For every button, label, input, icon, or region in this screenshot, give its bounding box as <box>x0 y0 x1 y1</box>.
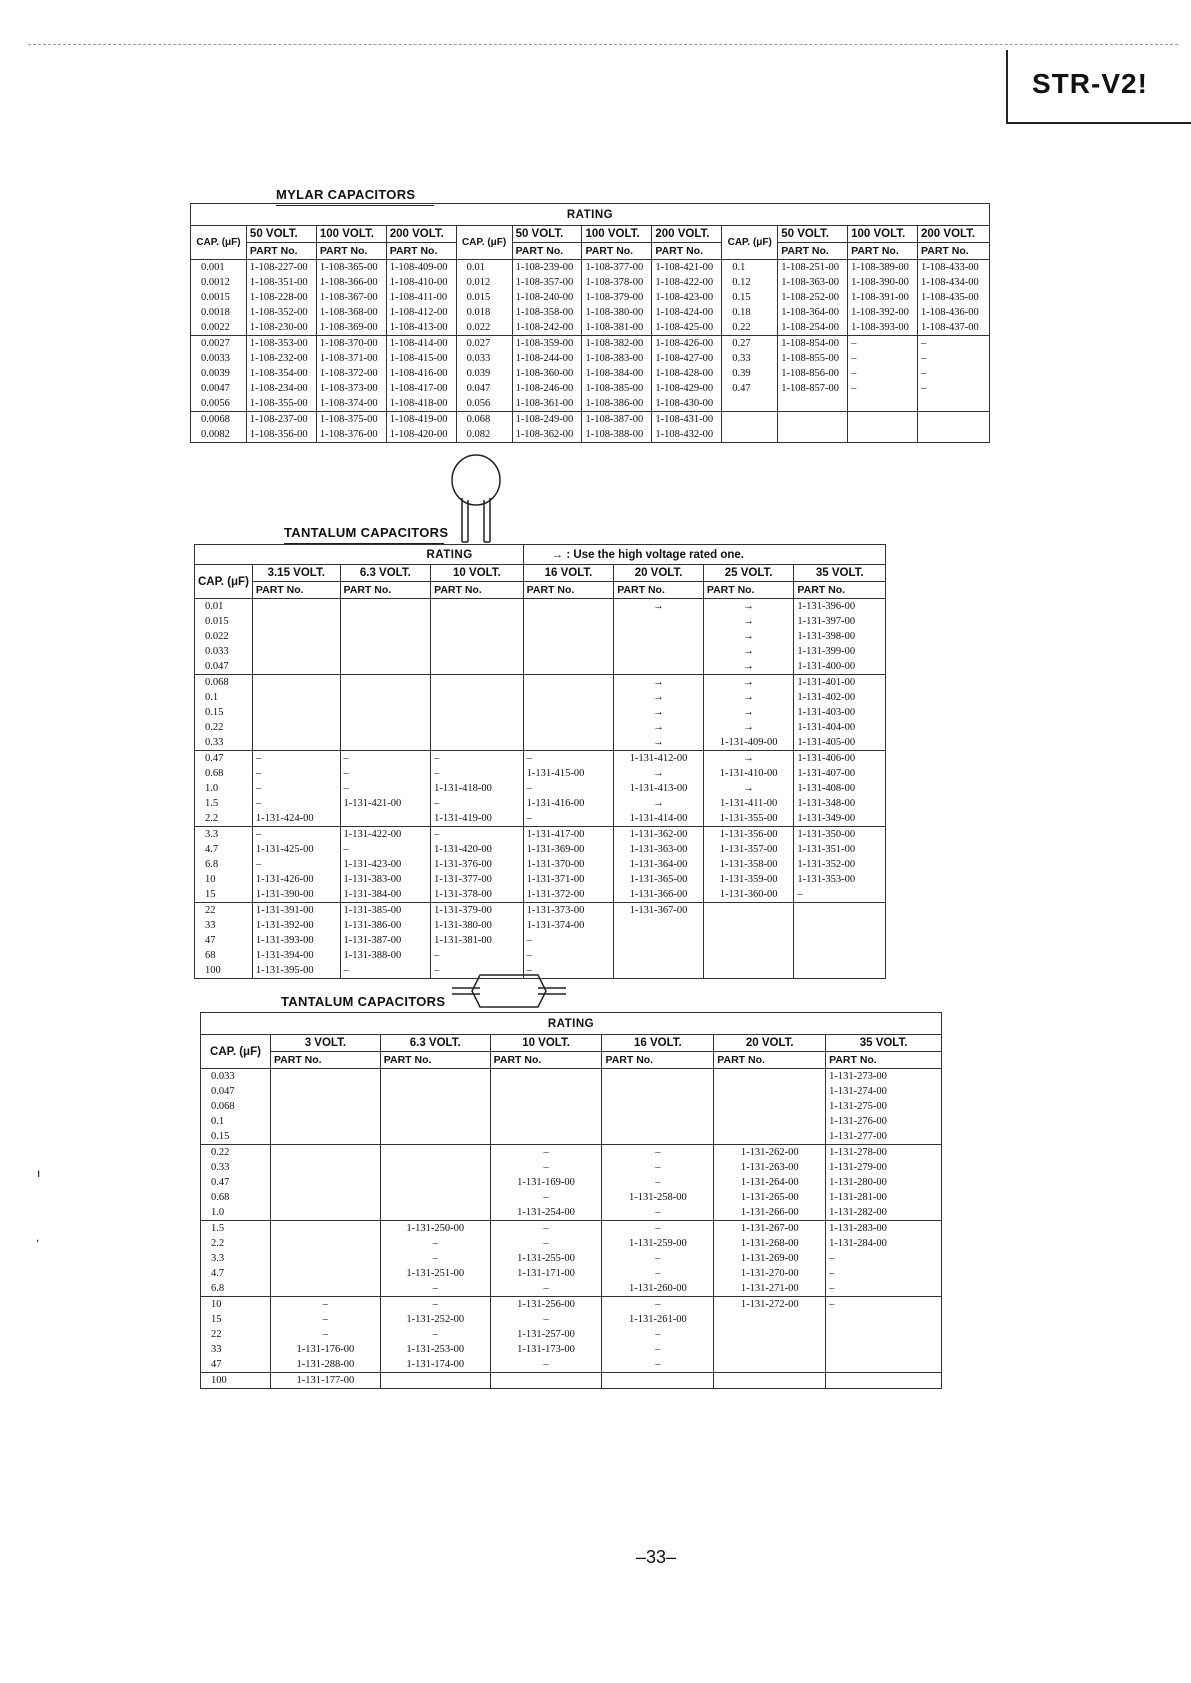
table-row <box>201 1373 942 1389</box>
axial-capacitor-icon <box>450 972 570 1014</box>
tantalum1-title: TANTALUM CAPACITORS <box>284 525 449 540</box>
tantalum1-rating-label: RATING <box>195 545 524 565</box>
part-numbers <box>340 675 431 751</box>
part-numbers: – – – 1-131-421-00 <box>340 751 431 827</box>
part-no-header: PART No. <box>778 243 848 260</box>
part-numbers: → → → → → <box>614 675 704 751</box>
cap-values: 0.01 0.015 0.022 0.033 0.047 <box>195 599 253 675</box>
mylar-title: MYLAR CAPACITORS <box>276 187 416 202</box>
part-no-header: PART No. <box>523 582 614 599</box>
volt-header: 200 VOLT. <box>918 226 990 243</box>
cap-values: 0.1 0.12 0.15 0.18 0.22 <box>722 260 778 336</box>
part-numbers <box>714 1069 826 1145</box>
cap-values: 0.068 0.1 0.15 0.22 0.33 <box>195 675 253 751</box>
volt-header: 6.3 VOLT. <box>340 565 431 582</box>
volt-header: 25 VOLT. <box>703 565 794 582</box>
part-numbers: – 1-131-261-00 – – – <box>602 1297 714 1373</box>
volt-header: 100 VOLT. <box>316 226 386 243</box>
volt-header: 35 VOLT. <box>794 565 886 582</box>
part-numbers: 1-131-250-00 – – 1-131-251-00 – <box>380 1221 490 1297</box>
part-numbers: 1-108-421-00 1-108-422-00 1-108-423-00 1-108-424-00 1-108-425-00 <box>652 260 722 336</box>
part-numbers: 1-108-237-00 1-108-356-00 <box>246 412 316 443</box>
table-row <box>195 751 886 827</box>
part-no-header: PART No. <box>582 243 652 260</box>
part-no-header: PART No. <box>848 243 918 260</box>
part-numbers <box>380 1373 490 1389</box>
part-numbers <box>270 1221 380 1297</box>
table-row <box>201 1297 942 1373</box>
part-numbers: 1-131-385-00 1-131-386-00 1-131-387-00 1-131-388-00 – <box>340 903 431 979</box>
part-numbers: → → → → → <box>703 599 794 675</box>
table-row <box>201 1221 942 1297</box>
part-numbers: – – – – <box>918 336 990 412</box>
part-numbers: – – 1-131-255-00 1-131-171-00 – <box>490 1221 602 1297</box>
cap-values: 22 33 47 68 100 <box>195 903 253 979</box>
cap-values: 0.01 0.012 0.015 0.018 0.022 <box>456 260 512 336</box>
volt-header: 100 VOLT. <box>848 226 918 243</box>
volt-header: 200 VOLT. <box>652 226 722 243</box>
part-numbers: – – 1-131-169-00 – 1-131-254-00 <box>490 1145 602 1221</box>
cap-values: 0.068 0.082 <box>456 412 512 443</box>
part-no-header: PART No. <box>652 243 722 260</box>
table-row <box>201 1145 942 1221</box>
table-row <box>191 336 990 412</box>
part-numbers: 1-131-262-00 1-131-263-00 1-131-264-00 1-131-265-00 1-131-266-00 <box>714 1145 826 1221</box>
part-numbers: 1-131-272-00 <box>714 1297 826 1373</box>
cap-values: 0.0027 0.0033 0.0039 0.0047 0.0056 <box>191 336 247 412</box>
part-numbers: – – 1-131-418-00 – 1-131-419-00 <box>431 751 524 827</box>
cap-values: 1.5 2.2 3.3 4.7 6.8 <box>201 1221 271 1297</box>
part-no-header: PART No. <box>270 1052 380 1069</box>
volt-header: 6.3 VOLT. <box>380 1035 490 1052</box>
cap-header: CAP. (μF) <box>456 226 512 260</box>
part-numbers: 1-131-267-00 1-131-268-00 1-131-269-00 1-131-270-00 1-131-271-00 <box>714 1221 826 1297</box>
table-row <box>195 675 886 751</box>
part-numbers: – 1-131-425-00 – 1-131-426-00 1-131-390-00 <box>252 827 340 903</box>
part-numbers <box>848 412 918 443</box>
part-numbers: 1-108-409-00 1-108-410-00 1-108-411-00 1-108-412-00 1-108-413-00 <box>386 260 456 336</box>
cap-values: 3.3 4.7 6.8 10 15 <box>195 827 253 903</box>
volt-header: 16 VOLT. <box>523 565 614 582</box>
part-numbers <box>431 675 524 751</box>
part-no-header: PART No. <box>246 243 316 260</box>
part-numbers <box>380 1069 490 1145</box>
part-numbers: 1-108-389-00 1-108-390-00 1-108-391-00 1-108-392-00 1-108-393-00 <box>848 260 918 336</box>
part-numbers: 1-131-356-00 1-131-357-00 1-131-358-00 1-131-359-00 1-131-360-00 <box>703 827 794 903</box>
table-row <box>191 260 990 336</box>
part-no-header: PART No. <box>614 582 704 599</box>
part-no-header: PART No. <box>512 243 582 260</box>
tantalum2-title: TANTALUM CAPACITORS <box>281 994 446 1009</box>
margin-tick: ı <box>37 1166 41 1180</box>
cap-values: 0.22 0.33 0.47 0.68 1.0 <box>201 1145 271 1221</box>
part-numbers <box>252 599 340 675</box>
part-numbers: 1-131-367-00 <box>614 903 704 979</box>
part-numbers: 1-108-854-00 1-108-855-00 1-108-856-00 1-108-857-00 <box>778 336 848 412</box>
part-numbers: → 1-131-410-00 → 1-131-411-00 1-131-355-00 <box>703 751 794 827</box>
part-no-header: PART No. <box>316 243 386 260</box>
part-numbers <box>523 675 614 751</box>
part-numbers: – – – – <box>848 336 918 412</box>
part-numbers: 1-131-283-00 1-131-284-00 – – – <box>826 1221 942 1297</box>
part-numbers: 1-108-426-00 1-108-427-00 1-108-428-00 1-108-429-00 1-108-430-00 <box>652 336 722 412</box>
volt-header: 20 VOLT. <box>614 565 704 582</box>
part-numbers <box>340 599 431 675</box>
part-numbers: 1-108-431-00 1-108-432-00 <box>652 412 722 443</box>
part-numbers: → → → → 1-131-409-00 <box>703 675 794 751</box>
part-numbers <box>380 1145 490 1221</box>
part-no-header: PART No. <box>340 582 431 599</box>
part-numbers: 1-108-370-00 1-108-371-00 1-108-372-00 1-108-373-00 1-108-374-00 <box>316 336 386 412</box>
part-numbers: 1-131-401-00 1-131-402-00 1-131-403-00 1-131-404-00 1-131-405-00 <box>794 675 886 751</box>
part-numbers <box>270 1145 380 1221</box>
cap-values: 0.27 0.33 0.39 0.47 <box>722 336 778 412</box>
part-numbers: 1-108-414-00 1-108-415-00 1-108-416-00 1-108-417-00 1-108-418-00 <box>386 336 456 412</box>
part-no-header: PART No. <box>252 582 340 599</box>
cap-values: 0.001 0.0012 0.0015 0.0018 0.0022 <box>191 260 247 336</box>
part-numbers: 1-108-251-00 1-108-363-00 1-108-252-00 1-108-364-00 1-108-254-00 <box>778 260 848 336</box>
cap-header: CAP. (μF) <box>722 226 778 260</box>
part-no-header: PART No. <box>380 1052 490 1069</box>
part-no-header: PART No. <box>386 243 456 260</box>
cap-header: CAP. (μF) <box>195 565 253 599</box>
part-numbers: 1-108-239-00 1-108-357-00 1-108-240-00 1-108-358-00 1-108-242-00 <box>512 260 582 336</box>
cap-values: 0.0068 0.0082 <box>191 412 247 443</box>
volt-header: 20 VOLT. <box>714 1035 826 1052</box>
volt-header: 200 VOLT. <box>386 226 456 243</box>
part-numbers: 1-131-379-00 1-131-380-00 1-131-381-00 – – <box>431 903 524 979</box>
part-numbers: – 1-131-259-00 – – 1-131-260-00 <box>602 1221 714 1297</box>
cap-header: CAP. (μF) <box>191 226 247 260</box>
part-numbers: 1-131-412-00 → 1-131-413-00 → 1-131-414-00 <box>614 751 704 827</box>
part-numbers: 1-108-387-00 1-108-388-00 <box>582 412 652 443</box>
part-numbers: 1-108-365-00 1-108-366-00 1-108-367-00 1-108-368-00 1-108-369-00 <box>316 260 386 336</box>
part-no-header: PART No. <box>602 1052 714 1069</box>
part-numbers: – 1-131-420-00 1-131-376-00 1-131-377-00 1-131-378-00 <box>431 827 524 903</box>
tantalum1-note: → : Use the high voltage rated one. <box>523 545 885 565</box>
part-numbers: – – – 1-131-176-00 1-131-288-00 <box>270 1297 380 1373</box>
part-no-header: PART No. <box>490 1052 602 1069</box>
part-no-header: PART No. <box>714 1052 826 1069</box>
cap-values: 0.47 0.68 1.0 1.5 2.2 <box>195 751 253 827</box>
part-numbers <box>778 412 848 443</box>
mylar-rating-label: RATING <box>191 204 990 226</box>
cap-values <box>722 412 778 443</box>
volt-header: 3.15 VOLT. <box>252 565 340 582</box>
part-numbers: – – – – 1-131-424-00 <box>252 751 340 827</box>
part-numbers: 1-131-417-00 1-131-369-00 1-131-370-00 1-131-371-00 1-131-372-00 <box>523 827 614 903</box>
part-numbers <box>826 1373 942 1389</box>
part-numbers: 1-108-249-00 1-108-362-00 <box>512 412 582 443</box>
model-number: STR-V2! <box>1032 68 1148 99</box>
part-numbers: 1-108-419-00 1-108-420-00 <box>386 412 456 443</box>
volt-header: 50 VOLT. <box>512 226 582 243</box>
part-numbers: 1-108-382-00 1-108-383-00 1-108-384-00 1-108-385-00 1-108-386-00 <box>582 336 652 412</box>
margin-tick: , <box>36 1230 40 1244</box>
part-numbers: 1-131-373-00 1-131-374-00 – – – <box>523 903 614 979</box>
part-numbers: 1-131-422-00 – 1-131-423-00 1-131-383-00 1-131-384-00 <box>340 827 431 903</box>
volt-header: 10 VOLT. <box>431 565 524 582</box>
page-number: –33– <box>636 1547 677 1567</box>
disc-capacitor-icon <box>446 452 506 544</box>
table-row <box>191 412 990 443</box>
part-numbers: 1-131-396-00 1-131-397-00 1-131-398-00 1-131-399-00 1-131-400-00 <box>794 599 886 675</box>
part-numbers: 1-108-377-00 1-108-378-00 1-108-379-00 1-108-380-00 1-108-381-00 <box>582 260 652 336</box>
part-no-header: PART No. <box>918 243 990 260</box>
part-numbers: 1-131-273-00 1-131-274-00 1-131-275-00 1-131-276-00 1-131-277-00 <box>826 1069 942 1145</box>
part-numbers: 1-108-227-00 1-108-351-00 1-108-228-00 1-108-352-00 1-108-230-00 <box>246 260 316 336</box>
tantalum1-table <box>194 544 886 979</box>
top-dashed-rule <box>28 44 1178 45</box>
part-numbers: 1-131-406-00 1-131-407-00 1-131-408-00 1-131-348-00 1-131-349-00 <box>794 751 886 827</box>
part-numbers <box>523 599 614 675</box>
part-numbers <box>794 903 886 979</box>
cap-values: 10 15 22 33 47 <box>201 1297 271 1373</box>
part-numbers: – 1-131-415-00 – 1-131-416-00 – <box>523 751 614 827</box>
part-numbers: 1-131-278-00 1-131-279-00 1-131-280-00 1-131-281-00 1-131-282-00 <box>826 1145 942 1221</box>
part-numbers <box>252 675 340 751</box>
part-numbers <box>602 1373 714 1389</box>
volt-header: 50 VOLT. <box>778 226 848 243</box>
part-numbers: – – – 1-131-258-00 – <box>602 1145 714 1221</box>
part-numbers: 1-108-359-00 1-108-244-00 1-108-360-00 1-108-246-00 1-108-361-00 <box>512 336 582 412</box>
volt-header: 3 VOLT. <box>270 1035 380 1052</box>
table-row <box>201 1069 942 1145</box>
part-numbers <box>703 903 794 979</box>
volt-header: 35 VOLT. <box>826 1035 942 1052</box>
part-numbers <box>270 1069 380 1145</box>
part-no-header: PART No. <box>826 1052 942 1069</box>
tantalum2-rating-label: RATING <box>201 1013 942 1035</box>
volt-header: 100 VOLT. <box>582 226 652 243</box>
mylar-table <box>190 203 990 443</box>
part-numbers <box>602 1069 714 1145</box>
part-numbers <box>490 1373 602 1389</box>
part-numbers: 1-131-350-00 1-131-351-00 1-131-352-00 1-131-353-00 – <box>794 827 886 903</box>
part-numbers <box>431 599 524 675</box>
part-numbers: 1-131-391-00 1-131-392-00 1-131-393-00 1-131-394-00 1-131-395-00 <box>252 903 340 979</box>
part-numbers: 1-108-353-00 1-108-232-00 1-108-354-00 1-108-234-00 1-108-355-00 <box>246 336 316 412</box>
volt-header: 16 VOLT. <box>602 1035 714 1052</box>
tantalum2-table <box>200 1012 942 1389</box>
table-row <box>195 599 886 675</box>
table-row <box>195 903 886 979</box>
part-numbers: – 1-131-252-00 – 1-131-253-00 1-131-174-00 <box>380 1297 490 1373</box>
part-numbers <box>490 1069 602 1145</box>
part-numbers <box>714 1373 826 1389</box>
part-numbers: → <box>614 599 704 675</box>
part-numbers: 1-131-256-00 – 1-131-257-00 1-131-173-00 – <box>490 1297 602 1373</box>
part-numbers: 1-131-362-00 1-131-363-00 1-131-364-00 1-131-365-00 1-131-366-00 <box>614 827 704 903</box>
part-numbers: – <box>826 1297 942 1373</box>
part-numbers: 1-131-177-00 <box>270 1373 380 1389</box>
part-numbers: 1-108-375-00 1-108-376-00 <box>316 412 386 443</box>
table-row <box>195 827 886 903</box>
cap-header: CAP. (μF) <box>201 1035 271 1069</box>
part-numbers <box>918 412 990 443</box>
part-no-header: PART No. <box>794 582 886 599</box>
model-box <box>1006 50 1191 124</box>
part-no-header: PART No. <box>431 582 524 599</box>
cap-values: 100 <box>201 1373 271 1389</box>
part-no-header: PART No. <box>703 582 794 599</box>
cap-values: 0.033 0.047 0.068 0.1 0.15 <box>201 1069 271 1145</box>
volt-header: 10 VOLT. <box>490 1035 602 1052</box>
part-numbers: 1-108-433-00 1-108-434-00 1-108-435-00 1-108-436-00 1-108-437-00 <box>918 260 990 336</box>
cap-values: 0.027 0.033 0.039 0.047 0.056 <box>456 336 512 412</box>
volt-header: 50 VOLT. <box>246 226 316 243</box>
